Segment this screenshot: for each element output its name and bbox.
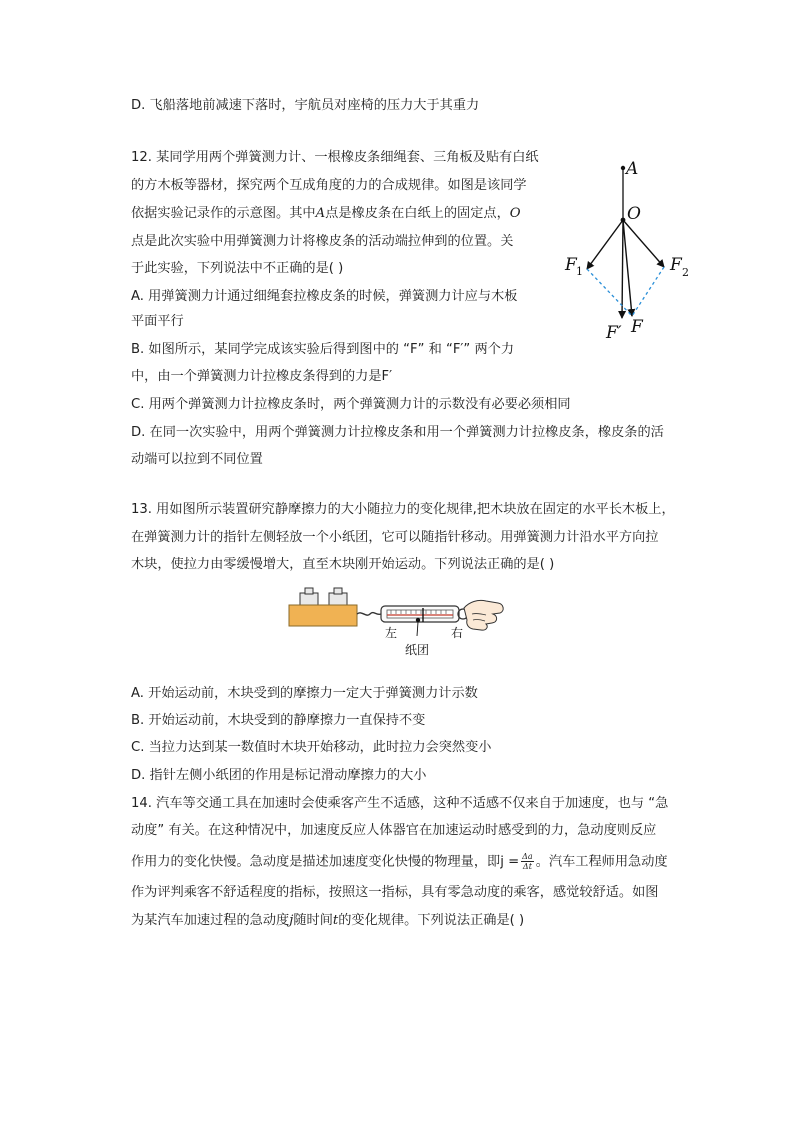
- q14-fraction: [521, 852, 534, 871]
- q12-stem-line3-a: 依据实验记录作的示意图。其中: [131, 206, 316, 221]
- q14-line3-b: 。汽车工程师用急动度: [535, 854, 668, 870]
- q14-fraction-numerator: Δa: [522, 852, 533, 861]
- q12-option-d-line2: 动端可以拉到不同位置: [131, 452, 263, 467]
- q12-stem-line5: 于此实验，下列说法中不正确的是( ): [131, 261, 344, 276]
- q12-stem-line3: [131, 205, 521, 223]
- force-f-prime-arrow: [622, 220, 623, 318]
- weight-left: [300, 588, 318, 605]
- q14-line3: [131, 852, 668, 872]
- q14-var-t: t: [332, 913, 339, 928]
- q12-option-c: C. 用两个弹簧测力计拉橡皮条时，两个弹簧测力计的示数没有必要必须相同: [131, 397, 571, 412]
- label-f: F: [631, 317, 643, 337]
- q14-line5: [131, 912, 524, 930]
- q14-var-j: j: [289, 913, 294, 928]
- q12-option-a-line1: A. 用弹簧测力计通过细绳套拉橡皮条的时候，弹簧测力计应与木板: [131, 289, 518, 304]
- q14-line5-b: 随时间: [293, 913, 333, 928]
- q14-fraction-denominator: Δt: [522, 862, 532, 871]
- q14-line1: 14. 汽车等交通工具在加速时会使乘客产生不适感，这种不适感不仅来自于加速度，也与 “急: [131, 796, 669, 811]
- q12-option-a-line2: 平面平行: [131, 314, 184, 329]
- label-f2-subscript: 2: [682, 266, 689, 279]
- q13-option-a: A. 开始运动前，木块受到的摩擦力一定大于弹簧测力计示数: [131, 686, 478, 701]
- force-f-arrow: [623, 220, 632, 316]
- q12-stem-line4: 点是此次实验中用弹簧测力计将橡皮条的活动端拉伸到的位置。关: [131, 234, 514, 249]
- q12-option-b-line1: B. 如图所示，某同学完成该实验后得到图中的 “F” 和 “F′” 两个力: [131, 342, 515, 357]
- hook-connector: [357, 613, 381, 616]
- q14-line3-a: 作用力的变化快慢。急动度是描述加速度变化快慢的物理量，即j =: [131, 854, 520, 870]
- label-left: 左: [385, 626, 398, 640]
- q12-force-diagram: [560, 158, 700, 348]
- wooden-block: [289, 605, 357, 626]
- q13-apparatus-figure: [286, 584, 508, 658]
- q12-stem-line3-b: 点是橡皮条在白纸上的固定点，: [325, 206, 510, 221]
- q14-line5-a: 为某汽车加速过程的急动度: [131, 913, 290, 928]
- q11-option-d: D. 飞船落地前减速下落时，宇航员对座椅的压力大于其重力: [131, 98, 480, 113]
- q12-option-d-line1: D. 在同一次实验中，用两个弹簧测力计拉橡皮条和用一个弹簧测力计拉橡皮条，橡皮条的活: [131, 425, 664, 440]
- q12-stem-line2: 的方木板等器材，探究两个互成角度的力的合成规律。如图是该同学: [131, 178, 527, 193]
- parallelogram-dash-left: [587, 269, 632, 316]
- q12-stem-line1: 12. 某同学用两个弹簧测力计、一根橡皮条细绳套、三角板及贴有白纸: [131, 150, 539, 165]
- q13-option-b: B. 开始运动前，木块受到的静摩擦力一直保持不变: [131, 713, 426, 728]
- weight-right: [329, 588, 347, 605]
- label-f-prime: F′: [606, 323, 622, 343]
- hand: [464, 600, 503, 630]
- label-f1: F: [565, 255, 577, 275]
- q13-stem-line3: 木块，使拉力由零缓慢增大，直至木块刚开始运动。下列说法正确的是( ): [131, 557, 555, 572]
- label-f1-subscript: 1: [576, 265, 583, 278]
- label-o: O: [627, 204, 641, 224]
- point-a-dot: [621, 166, 625, 170]
- q13-option-d: D. 指针左侧小纸团的作用是标记滑动摩擦力的大小: [131, 768, 427, 783]
- q14-line5-c: 的变化规律。下列说法正确是( ): [338, 913, 525, 928]
- q14-line2: 动度” 有关。在这种情况中，加速度反应人体器官在加速运动时感受到的力，急动度则反应: [131, 823, 657, 838]
- spring-scale-window: [387, 610, 453, 618]
- label-f2: F: [670, 255, 682, 275]
- q12-var-o: O: [509, 206, 521, 221]
- q13-stem-line1: 13. 用如图所示装置研究静摩擦力的大小随拉力的变化规律,把木块放在固定的水平长木板上，: [131, 502, 675, 517]
- q13-option-c: C. 当拉力达到某一数值时木块开始移动，此时拉力会突然变小: [131, 740, 492, 755]
- q13-stem-line2: 在弹簧测力计的指针左侧轻放一个小纸团，它可以随指针移动。用弹簧测力计沿水平方向拉: [131, 530, 659, 545]
- force-f1-arrow: [587, 220, 623, 269]
- q14-line4: 作为评判乘客不舒适程度的指标，按照这一指标，具有零急动度的乘客，感觉较舒适。如图: [131, 885, 659, 900]
- label-paper-ball: 纸团: [405, 643, 430, 657]
- parallelogram-dash-right: [632, 267, 664, 316]
- q12-var-a: A: [315, 206, 326, 221]
- paper-ball-dot: [416, 618, 420, 622]
- q12-option-b-line2: 中，由一个弹簧测力计拉橡皮条得到的力是F′: [131, 369, 393, 384]
- label-right: 右: [451, 626, 464, 640]
- label-a: A: [626, 159, 639, 179]
- force-f2-arrow: [623, 220, 664, 267]
- paper-ball-leader: [417, 622, 418, 636]
